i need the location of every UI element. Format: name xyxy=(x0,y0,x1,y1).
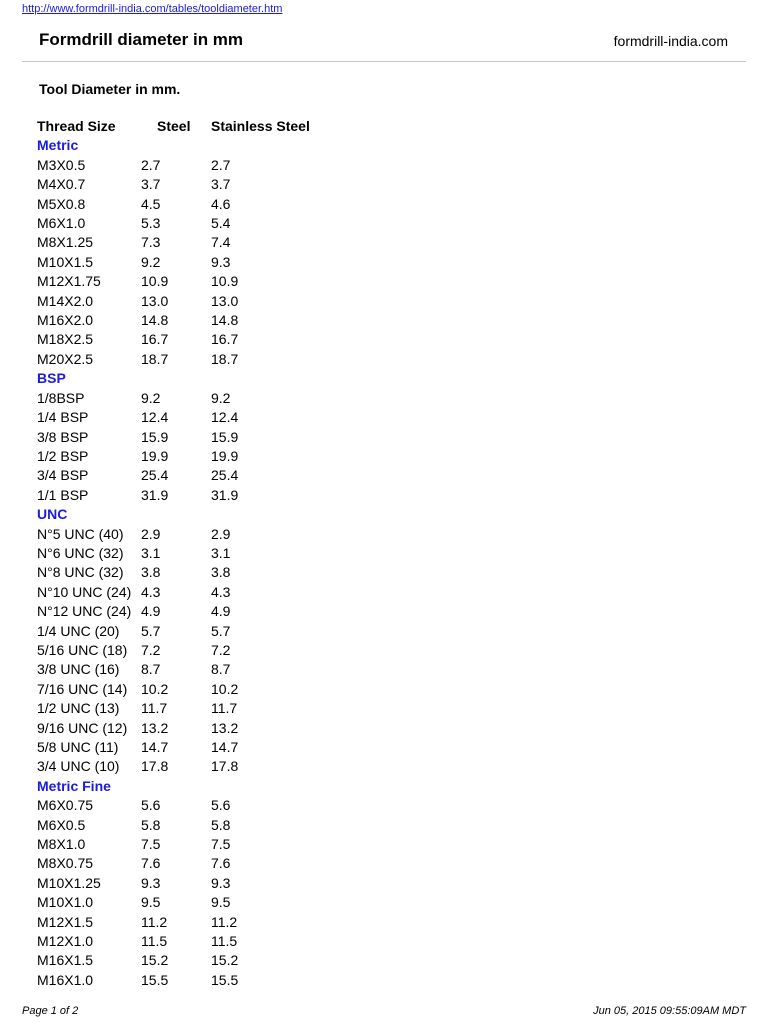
steel-cell: 9.5 xyxy=(141,894,161,911)
thread-size-cell: M18X2.5 xyxy=(37,331,94,348)
stainless-steel-cell: 10.9 xyxy=(211,273,239,290)
stainless-steel-cell: 12.4 xyxy=(211,409,239,426)
stainless-steel-cell: 4.9 xyxy=(211,603,231,620)
table-row xyxy=(37,602,310,621)
steel-cell: 15.5 xyxy=(141,971,169,988)
group-heading-row xyxy=(37,136,310,155)
stainless-steel-cell: 31.9 xyxy=(211,486,239,503)
thread-size-cell: M8X0.75 xyxy=(37,855,94,872)
steel-cell: 10.9 xyxy=(141,273,169,290)
steel-cell: 5.7 xyxy=(141,622,161,639)
stainless-steel-cell: 8.7 xyxy=(211,661,231,678)
steel-cell: 25.4 xyxy=(141,467,169,484)
thread-size-cell: 3/8 UNC (16) xyxy=(37,661,120,678)
table-row xyxy=(37,874,310,893)
thread-size-cell: 5/16 UNC (18) xyxy=(37,641,128,658)
thread-size-cell: M6X0.5 xyxy=(37,816,86,833)
stainless-steel-cell: 11.7 xyxy=(211,700,238,717)
table-body xyxy=(37,136,310,990)
group-heading: BSP xyxy=(37,370,66,387)
steel-cell: 3.7 xyxy=(141,176,161,193)
stainless-steel-cell: 11.2 xyxy=(211,913,238,930)
table-row xyxy=(37,389,310,408)
group-heading-row xyxy=(37,505,310,524)
thread-size-cell: 1/2 BSP xyxy=(37,447,89,464)
stainless-steel-cell: 13.2 xyxy=(211,719,239,736)
thread-size-cell: M10X1.0 xyxy=(37,894,94,911)
table-row xyxy=(37,913,310,932)
stainless-steel-cell: 13.0 xyxy=(211,292,239,309)
table-row xyxy=(37,893,310,912)
table-row xyxy=(37,272,310,291)
thread-size-cell: 3/4 BSP xyxy=(37,467,89,484)
thread-size-cell: M6X1.0 xyxy=(37,215,86,232)
group-heading: UNC xyxy=(37,506,68,523)
thread-size-cell: M12X1.5 xyxy=(37,913,94,930)
steel-cell: 5.6 xyxy=(141,797,161,814)
steel-cell: 11.2 xyxy=(141,913,168,930)
table-row xyxy=(37,408,310,427)
table-row xyxy=(37,233,310,252)
table-row xyxy=(37,719,310,738)
table-row xyxy=(37,641,310,660)
stainless-steel-cell: 16.7 xyxy=(211,331,239,348)
stainless-steel-cell: 15.2 xyxy=(211,952,239,969)
table-row xyxy=(37,563,310,582)
stainless-steel-cell: 5.6 xyxy=(211,797,231,814)
steel-cell: 7.6 xyxy=(141,855,161,872)
stainless-steel-cell: 9.5 xyxy=(211,894,231,911)
steel-cell: 9.2 xyxy=(141,253,161,270)
stainless-steel-cell: 10.2 xyxy=(211,680,239,697)
table-row xyxy=(37,311,310,330)
steel-cell: 7.2 xyxy=(141,641,161,658)
page-number: Page 1 of 2 xyxy=(22,1005,79,1017)
steel-cell: 9.3 xyxy=(141,874,161,891)
stainless-steel-cell: 3.8 xyxy=(211,564,231,581)
steel-cell: 17.8 xyxy=(141,758,169,775)
steel-cell: 3.1 xyxy=(141,544,161,561)
steel-cell: 2.7 xyxy=(141,156,161,173)
table-row xyxy=(37,525,310,544)
stainless-steel-cell: 14.7 xyxy=(211,739,239,755)
stainless-steel-cell: 3.7 xyxy=(211,176,231,193)
table-row xyxy=(37,757,310,776)
table-row xyxy=(37,466,310,485)
table-row xyxy=(37,428,310,447)
thread-size-cell: N°5 UNC (40) xyxy=(37,525,124,542)
table-row xyxy=(37,680,310,699)
thread-size-cell: 9/16 UNC (12) xyxy=(37,719,128,736)
stainless-steel-cell: 15.9 xyxy=(211,428,239,445)
page-url-link[interactable]: http://www.formdrill-india.com/tables/tooldiameter.htm xyxy=(22,3,283,15)
steel-cell: 7.5 xyxy=(141,836,161,853)
table-row xyxy=(37,583,310,602)
steel-cell: 7.3 xyxy=(141,234,161,251)
steel-cell: 11.7 xyxy=(141,700,168,717)
stainless-steel-cell: 14.8 xyxy=(211,312,239,329)
stainless-steel-cell: 5.7 xyxy=(211,622,231,639)
steel-cell: 14.8 xyxy=(141,312,169,329)
page-title: Formdrill diameter in mm xyxy=(39,30,244,49)
stainless-steel-cell: 25.4 xyxy=(211,467,239,484)
stainless-steel-cell: 2.7 xyxy=(211,156,231,173)
stainless-steel-cell: 9.2 xyxy=(211,389,231,406)
stainless-steel-cell: 2.9 xyxy=(211,525,231,542)
thread-size-cell: N°6 UNC (32) xyxy=(37,544,124,561)
header-divider xyxy=(22,61,746,62)
table-row xyxy=(37,932,310,951)
table-row xyxy=(37,175,310,194)
group-heading: Metric Fine xyxy=(37,777,111,794)
steel-cell: 4.5 xyxy=(141,195,161,212)
thread-size-cell: M12X1.0 xyxy=(37,933,94,950)
table-header-row xyxy=(37,117,310,136)
thread-size-cell: M5X0.8 xyxy=(37,195,86,212)
column-header-thread-size: Thread Size xyxy=(37,118,116,134)
steel-cell: 8.7 xyxy=(141,661,161,678)
thread-size-cell: M16X1.5 xyxy=(37,952,94,969)
thread-size-cell: 1/4 BSP xyxy=(37,409,89,426)
steel-cell: 5.3 xyxy=(141,215,161,232)
table-row xyxy=(37,156,310,175)
table-row xyxy=(37,835,310,854)
site-name: formdrill-india.com xyxy=(613,33,728,49)
stainless-steel-cell: 7.2 xyxy=(211,641,231,658)
table-row xyxy=(37,253,310,272)
stainless-steel-cell: 4.3 xyxy=(211,583,231,600)
thread-size-cell: 3/4 UNC (10) xyxy=(37,758,120,775)
group-heading: Metric xyxy=(37,137,79,154)
thread-size-cell: M3X0.5 xyxy=(37,156,86,173)
table-row xyxy=(37,854,310,873)
column-header-stainless-steel: Stainless Steel xyxy=(211,118,310,134)
thread-size-cell: M10X1.5 xyxy=(37,253,94,270)
steel-cell: 2.9 xyxy=(141,525,161,542)
steel-cell: 13.0 xyxy=(141,292,169,309)
steel-cell: 12.4 xyxy=(141,409,169,426)
table-row xyxy=(37,699,310,718)
steel-cell: 15.9 xyxy=(141,428,169,445)
print-timestamp: Jun 05, 2015 09:55:09AM MDT xyxy=(593,1005,746,1017)
thread-size-cell: N°12 UNC (24) xyxy=(37,603,132,620)
stainless-steel-cell: 9.3 xyxy=(211,874,231,891)
column-header-steel: Steel xyxy=(157,118,191,134)
thread-size-cell: M16X1.0 xyxy=(37,971,94,988)
table-row xyxy=(37,350,310,369)
table-row xyxy=(37,447,310,466)
group-heading-row xyxy=(37,369,310,388)
steel-cell: 10.2 xyxy=(141,680,169,697)
thread-size-cell: N°8 UNC (32) xyxy=(37,564,124,581)
steel-cell: 11.5 xyxy=(141,933,168,950)
steel-cell: 13.2 xyxy=(141,719,169,736)
table-row xyxy=(37,486,310,505)
stainless-steel-cell: 7.4 xyxy=(211,234,231,251)
stainless-steel-cell: 5.4 xyxy=(211,215,231,232)
steel-cell: 16.7 xyxy=(141,331,169,348)
stainless-steel-cell: 18.7 xyxy=(211,350,239,367)
thread-size-cell: M4X0.7 xyxy=(37,176,86,193)
table-row xyxy=(37,622,310,641)
table-row xyxy=(37,971,310,990)
thread-size-cell: M16X2.0 xyxy=(37,312,94,329)
table-row xyxy=(37,214,310,233)
section-subtitle: Tool Diameter in mm. xyxy=(39,81,181,97)
stainless-steel-cell: 15.5 xyxy=(211,971,239,988)
table-row xyxy=(37,330,310,349)
steel-cell: 5.8 xyxy=(141,816,161,833)
steel-cell: 4.9 xyxy=(141,603,161,620)
group-heading-row xyxy=(37,777,310,796)
thread-size-cell: M8X1.0 xyxy=(37,836,86,853)
thread-size-cell: M8X1.25 xyxy=(37,234,94,251)
thread-size-cell: 1/2 UNC (13) xyxy=(37,700,120,717)
stainless-steel-cell: 7.6 xyxy=(211,855,231,872)
stainless-steel-cell: 9.3 xyxy=(211,253,231,270)
steel-cell: 9.2 xyxy=(141,389,161,406)
table-row xyxy=(37,738,310,757)
thread-size-cell: 5/8 UNC (11) xyxy=(37,739,119,755)
steel-cell: 31.9 xyxy=(141,486,169,503)
table-row xyxy=(37,195,310,214)
steel-cell: 15.2 xyxy=(141,952,169,969)
steel-cell: 3.8 xyxy=(141,564,161,581)
thread-size-cell: 3/8 BSP xyxy=(37,428,89,445)
stainless-steel-cell: 19.9 xyxy=(211,447,239,464)
thread-size-cell: N°10 UNC (24) xyxy=(37,583,132,600)
thread-size-cell: 1/8BSP xyxy=(37,389,85,406)
steel-cell: 14.7 xyxy=(141,739,169,755)
thread-size-cell: M6X0.75 xyxy=(37,797,94,814)
stainless-steel-cell: 4.6 xyxy=(211,195,231,212)
stainless-steel-cell: 7.5 xyxy=(211,836,231,853)
steel-cell: 4.3 xyxy=(141,583,161,600)
thread-size-cell: M12X1.75 xyxy=(37,273,101,290)
table-row xyxy=(37,544,310,563)
thread-size-cell: M10X1.25 xyxy=(37,874,101,891)
table-row xyxy=(37,660,310,679)
stainless-steel-cell: 5.8 xyxy=(211,816,231,833)
steel-cell: 19.9 xyxy=(141,447,169,464)
thread-size-cell: 7/16 UNC (14) xyxy=(37,680,128,697)
table-row xyxy=(37,796,310,815)
table-row xyxy=(37,951,310,970)
stainless-steel-cell: 17.8 xyxy=(211,758,239,775)
table-row xyxy=(37,292,310,311)
tool-diameter-table xyxy=(37,117,310,990)
thread-size-cell: M14X2.0 xyxy=(37,292,94,309)
thread-size-cell: M20X2.5 xyxy=(37,350,94,367)
table-row xyxy=(37,816,310,835)
steel-cell: 18.7 xyxy=(141,350,169,367)
thread-size-cell: 1/1 BSP xyxy=(37,486,89,503)
thread-size-cell: 1/4 UNC (20) xyxy=(37,622,120,639)
stainless-steel-cell: 3.1 xyxy=(211,544,231,561)
stainless-steel-cell: 11.5 xyxy=(211,933,238,950)
